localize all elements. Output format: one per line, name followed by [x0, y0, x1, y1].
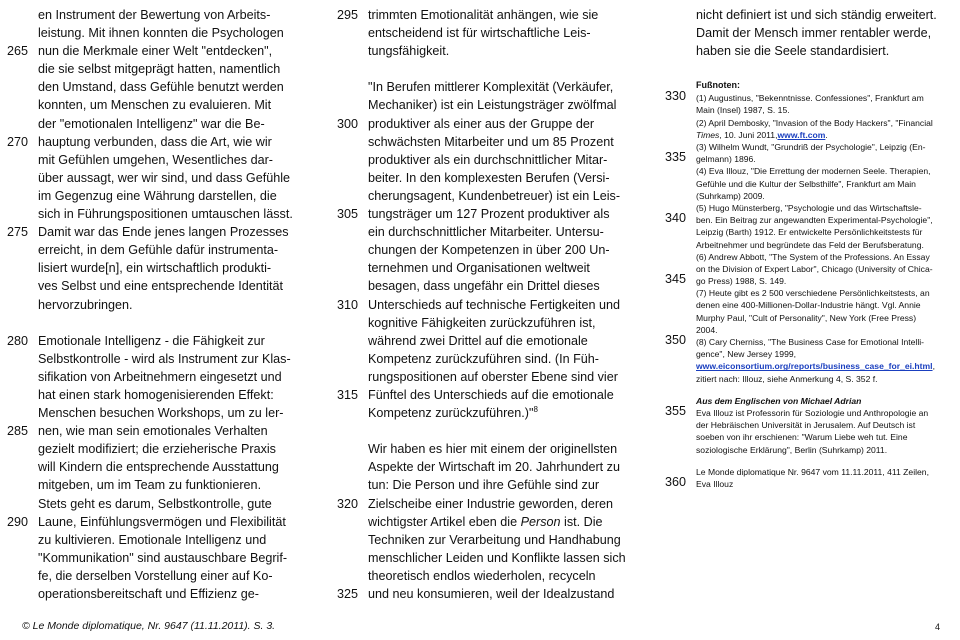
text-line: [337, 495, 638, 513]
line-text: gelmann) 1896.: [696, 154, 756, 165]
line-text: (6) Andrew Abbott, "The System of the Professions. An Essay: [696, 251, 930, 262]
line-text: produktiver als ein durchschnittlicher Mitar-: [368, 152, 608, 167]
text-line: [38, 169, 316, 187]
footnotes-heading: Fußnoten:: [696, 80, 740, 91]
text-line: [38, 495, 316, 513]
text-line: [368, 404, 638, 422]
line-text: tun: Die Person und ihre Gefühle sind zur: [368, 478, 600, 493]
line-text: konnten, um Menschen zu evaluieren. Mit: [38, 98, 272, 113]
line-text: lisiert wurde[n], ein wirtschaftlich produkti-: [38, 261, 272, 276]
text-line: [368, 513, 638, 531]
line-text: Fünftel des Unterschieds auf die emotionale: [368, 387, 614, 402]
line-number: 325: [337, 587, 359, 601]
line-text: gence", New Jersey 1999,: [696, 349, 797, 360]
text-line: [665, 333, 946, 348]
line-number: 315: [337, 387, 359, 402]
line-text: tungsfähigkeit.: [368, 44, 450, 59]
line-text: Leipzig (Barth) 1912. Er entwickelte Persönlichkeitstests für: [696, 227, 923, 238]
line-number: 300: [337, 116, 359, 131]
line-text: en Instrument der Bewertung von Arbeits-: [38, 8, 271, 22]
line-text: Le Monde diplomatique Nr. 9647 vom 11.11.2011, 411 Zeilen,: [696, 466, 929, 477]
line-text: Unterschieds auf technische Fertigkeiten und: [368, 297, 621, 312]
text-column-1: [7, 6, 316, 603]
text-line: [696, 42, 946, 60]
line-text: Menschen besuchen Workshops, um zu ler-: [38, 406, 284, 421]
line-text: während zwei Drittel auf die emotionale: [368, 333, 588, 348]
text-line: [38, 6, 316, 24]
text-line: [368, 96, 638, 114]
line-text: wichtigster Artikel eben die: [368, 514, 521, 529]
line-number: 335: [665, 150, 687, 165]
text-line: [38, 205, 316, 223]
reference-link[interactable]: www.ft.com: [777, 129, 826, 140]
text-line: [38, 458, 316, 476]
line-text-tail: ,: [932, 361, 935, 372]
text-line: [38, 386, 316, 404]
line-text: Eva Illouz: [696, 478, 734, 489]
line-text: ternehmen und Organisationen weltweit: [368, 261, 590, 276]
text-line: [696, 373, 946, 385]
text-line: [38, 404, 316, 422]
text-line: [696, 419, 946, 431]
text-line: [38, 187, 316, 205]
text-line: [368, 277, 638, 295]
text-line: [38, 96, 316, 114]
text-line: [696, 312, 946, 324]
line-number: 340: [665, 211, 687, 226]
line-text: kognitive Fähigkeiten zurückzuführen ist,: [368, 315, 596, 330]
line-text: produktiver als einer aus der Gruppe der: [368, 116, 595, 131]
text-line: [696, 104, 946, 116]
line-number: 360: [665, 474, 687, 489]
text-line: [696, 431, 946, 443]
text-line: [696, 141, 946, 153]
line-text: Laune, Einfühlungsvermögen und Flexibilität: [38, 514, 286, 529]
text-line: [368, 567, 638, 585]
line-text: trimmten Emotionalität anhängen, wie sie: [368, 8, 599, 22]
text-line: [38, 296, 316, 314]
line-text: (7) Heute gibt es 2 500 verschiedene Persönlichkeitstests, an: [696, 288, 930, 299]
text-line: [696, 24, 946, 42]
text-line: [696, 299, 946, 311]
text-line: [38, 476, 316, 494]
text-line: [38, 350, 316, 368]
text-line: [696, 324, 946, 336]
text-line: [337, 296, 638, 314]
text-line: [7, 422, 316, 440]
line-text: (1) Augustinus, "Bekenntnisse. Confessiones", Frankfurt am: [696, 93, 924, 104]
line-number: 270: [7, 134, 29, 149]
text-line: [38, 259, 316, 277]
line-text: Damit war das Ende jenes langen Prozesses: [38, 225, 289, 240]
line-number: 290: [7, 514, 29, 529]
emphasis-text: Times: [696, 129, 720, 140]
text-line: [368, 531, 638, 549]
text-line: [665, 150, 946, 165]
text-line: [665, 272, 946, 287]
text-line: [337, 386, 638, 404]
text-line: [696, 190, 946, 202]
line-text: ein durchschnittlicher Mitarbeiter. Untersu-: [368, 225, 604, 240]
line-text: fe, die derselben Vorstellung einer auf Ko-: [38, 568, 273, 583]
line-text: Emotionale Intelligenz - die Fähigkeit zur: [38, 333, 265, 348]
line-text: Techniken zur Verarbeitung und Handhabung: [368, 532, 621, 547]
line-text: hervorzubringen.: [38, 297, 133, 312]
footnote-marker: 8: [533, 404, 538, 414]
line-text: beiter. In den komplexesten Berufen (Versi-: [368, 170, 610, 185]
line-text: im Gegenzug eine Währung darstellen, die: [38, 188, 277, 203]
line-text: mitgeben, um im Team zu funktionieren.: [38, 478, 262, 493]
line-text: Damit der Mensch immer rentabler werde,: [696, 26, 932, 41]
text-line: [7, 513, 316, 531]
line-text: und neu konsumieren, weil der Idealzustand: [368, 587, 615, 601]
text-line: [368, 549, 638, 567]
text-line: [696, 263, 946, 275]
line-text: besagen, dass ungefähr ein Drittel dieses: [368, 279, 600, 294]
line-text: 2004.: [696, 324, 718, 335]
line-text: Zielscheibe einer Industrie geworden, deren: [368, 496, 614, 511]
text-line: [696, 287, 946, 299]
text-line: [368, 440, 638, 458]
line-text: denen eine 400-Millionen-Dollar-Industrie hängt. Vgl. Annie: [696, 300, 921, 311]
reference-link[interactable]: www.eiconsortium.org/reports/business_case_for_ei.html: [696, 361, 933, 372]
text-line: [696, 348, 946, 360]
text-line: [368, 350, 638, 368]
text-line: [696, 444, 946, 456]
text-line: [368, 151, 638, 169]
text-line: [368, 133, 638, 151]
line-text: Mechaniker) ist ein Leistungsträger zwölfmal: [368, 98, 617, 113]
line-text: Murphy Paul, "Cult of Personality", New York (Free Press): [696, 312, 917, 323]
line-text: theoretisch endlos wiederholen, recyceln: [368, 568, 596, 583]
line-text: schwächsten Mitarbeiter und um 85 Prozent: [368, 134, 614, 149]
line-text: hat einen stark homogenisierenden Effekt:: [38, 387, 274, 402]
line-text: Stets geht es darum, Selbstkontrolle, gute: [38, 496, 272, 511]
line-text: soziologische Erklärung", Berlin (Suhrkamp) 2011.: [696, 444, 888, 455]
line-text: rungspositionen auf oberster Ebene sind vier: [368, 369, 618, 384]
line-number: 295: [337, 8, 359, 22]
paragraph-gap: [368, 422, 638, 440]
line-text: haben sie die Seele standardisiert.: [696, 44, 890, 59]
line-number: 265: [7, 44, 29, 59]
line-text: (Suhrkamp) 2009.: [696, 190, 765, 201]
line-text: über aussagt, wer wir sind, und dass Gefühle: [38, 170, 291, 185]
text-line: [696, 226, 946, 238]
section-gap: [696, 60, 946, 74]
line-text: zitiert nach: Illouz, siehe Anmerkung 4, S. 352 f.: [696, 373, 878, 384]
line-text: cherungsagent, Kundenbetreuer) ist ein Leis-: [368, 188, 621, 203]
text-line: [38, 78, 316, 96]
text-line: [368, 259, 638, 277]
copyright-footer: © Le Monde diplomatique, Nr. 9647 (11.11.2011). S. 3.: [22, 620, 276, 632]
line-text: sifikation von Arbeitnehmern eingesetzt und: [38, 369, 282, 384]
text-line: [696, 466, 946, 478]
line-text: hauptung verbunden, dass die Art, wie wir: [38, 134, 272, 149]
line-text: "Kommunikation" sind austauschbare Begrif-: [38, 550, 288, 565]
text-line: [368, 78, 638, 96]
line-text: nicht definiert ist und sich ständig erweitert.: [696, 8, 937, 22]
text-column-2: [337, 6, 638, 603]
text-line: [337, 585, 638, 603]
line-text: will Kindern die entsprechende Ausstattung: [38, 460, 279, 475]
line-text: Main (Insel) 1987, S. 15.: [696, 105, 790, 116]
line-number: 275: [7, 225, 29, 240]
line-text: den Umstand, dass Gefühle benutzt werden: [38, 80, 284, 95]
line-text: sich in Führungspositionen umtauschen lässt.: [38, 207, 293, 222]
line-text: (3) Wilhelm Wundt, "Grundriß der Psychologie", Leipzig (En-: [696, 142, 926, 153]
line-number: 355: [665, 403, 687, 418]
line-text: on the Division of Expert Labor", Chicago (University of Chica-: [696, 263, 933, 274]
text-line: [38, 567, 316, 585]
text-line: [38, 151, 316, 169]
text-line: [368, 241, 638, 259]
text-line: [38, 115, 316, 133]
text-line: [337, 205, 638, 223]
line-text: (2) April Dembosky, "Invasion of the Body Hackers", "Financial: [696, 117, 933, 128]
text-line: [696, 251, 946, 263]
text-line: [368, 476, 638, 494]
line-text: leistung. Mit ihnen konnten die Psychologen: [38, 26, 284, 41]
line-number: 310: [337, 297, 359, 312]
line-text: der "emotionalen Intelligenz" war die Be-: [38, 116, 265, 131]
line-text: Kompetenz zurückzuführen.)": [368, 406, 534, 421]
text-line: [38, 531, 316, 549]
text-line: [665, 89, 946, 104]
text-line: [7, 223, 316, 241]
line-text-continued: ist. Die: [560, 514, 603, 529]
text-line: [38, 24, 316, 42]
text-line: [665, 474, 946, 490]
text-line: [368, 332, 638, 350]
line-text: "In Berufen mittlerer Komplexität (Verkäufer,: [368, 80, 614, 95]
text-line: [38, 277, 316, 295]
line-text: Wir haben es hier mit einem der originellsten: [368, 442, 618, 457]
text-line: [368, 368, 638, 386]
text-line: [696, 6, 946, 24]
line-number: 280: [7, 333, 29, 348]
line-text: (5) Hugo Münsterberg, "Psychologie und das Wirtschaftsle-: [696, 202, 922, 213]
line-text: soeben von ihr erschienen: "Warum Liebe weh tut. Eine: [696, 432, 908, 443]
text-line: [368, 314, 638, 332]
text-line: [368, 223, 638, 241]
line-number: 305: [337, 207, 359, 222]
line-number: 285: [7, 424, 29, 439]
line-text: menschlicher Leiden und Konflikte lassen sich: [368, 550, 626, 565]
text-line: [38, 440, 316, 458]
text-line: [368, 187, 638, 205]
text-line: [368, 169, 638, 187]
text-line: [38, 585, 316, 603]
section-gap: [696, 456, 946, 466]
text-line: [696, 360, 946, 372]
line-text: nen, wie man sein emotionales Verhalten: [38, 424, 268, 439]
text-line: [38, 368, 316, 386]
paragraph-gap: [38, 314, 316, 332]
line-text: ves Selbst und eine entsprechende Identität: [38, 279, 284, 294]
text-line: [696, 239, 946, 251]
line-number: 350: [665, 333, 687, 348]
line-number: 330: [665, 89, 687, 104]
line-text: die sie selbst mitgeprägt hatten, namentlich: [38, 62, 281, 77]
line-text: operationsbereitschaft und Effizienz ge-: [38, 587, 259, 601]
line-text: Selbstkontrolle - wird als Instrument zur Klas-: [38, 351, 291, 366]
text-column-3: [665, 6, 946, 490]
text-line: [7, 332, 316, 350]
line-text: Gefühle und die Kultur der Selbsthilfe", Frankfurt am Main: [696, 178, 916, 189]
line-text: gezielt modifiziert; die erzieherische Praxis: [38, 442, 276, 457]
text-line: [665, 403, 946, 419]
line-text: tungsträger um 127 Prozent produktiver als: [368, 207, 610, 222]
line-text: zu kultivieren. Emotionale Intelligenz und: [38, 532, 267, 547]
line-text: (4) Eva Illouz, "Die Errettung der modernen Seele. Therapien,: [696, 166, 931, 177]
line-text: chungen der Kompetenzen in über 200 Un-: [368, 243, 610, 258]
line-text: Arbeitnehmer und begründete das Feld der Berufsberatung.: [696, 239, 924, 250]
section-gap: [696, 385, 946, 395]
line-text: ben. Ein Beitrag zur angewandten Experimental-Psychologie",: [696, 215, 933, 226]
text-line: [337, 6, 638, 24]
line-text: nun die Merkmale einer Welt "entdecken",: [38, 44, 273, 59]
line-text-tail: .: [825, 129, 828, 140]
line-text-continued: , 10. Juni 2011,: [719, 129, 778, 140]
text-line: [368, 42, 638, 60]
line-text: Aspekte der Wirtschaft im 20. Jahrhundert zu: [368, 460, 620, 475]
line-text: Eva Illouz ist Professorin für Soziologie und Anthropologie an: [696, 407, 929, 418]
line-text: Kompetenz zurückzuführen sind. (In Füh-: [368, 351, 599, 366]
text-line: [7, 133, 316, 151]
line-text: go Press) 1988, S. 149.: [696, 276, 787, 287]
line-text: mit Gefühlen umgehen, Wesentliches dar-: [38, 152, 273, 167]
text-line: [696, 202, 946, 214]
line-text: entscheidend ist für wirtschaftliche Leis-: [368, 26, 591, 41]
emphasis-text: Person: [520, 514, 561, 529]
text-line: [368, 24, 638, 42]
text-line: [38, 241, 316, 259]
line-text: der Hebräischen Universität in Jerusalem. Auf Deutsch ist: [696, 420, 916, 431]
text-line: [696, 129, 946, 141]
line-text: (8) Cary Cherniss, "The Business Case for Emotional Intelli-: [696, 337, 925, 348]
text-line: [665, 211, 946, 226]
text-line: [696, 117, 946, 129]
page-number: 4: [934, 622, 940, 632]
text-line: [368, 458, 638, 476]
text-line: [38, 549, 316, 567]
text-line: [337, 115, 638, 133]
text-line: [696, 165, 946, 177]
translation-credit: Aus dem Englischen von Michael Adrian: [696, 395, 862, 406]
text-line: [38, 60, 316, 78]
paragraph-gap: [368, 60, 638, 78]
text-line: [7, 42, 316, 60]
text-line: [696, 178, 946, 190]
line-number: 345: [665, 272, 687, 287]
line-number: 320: [337, 496, 359, 511]
line-text: erreicht, in dem Gefühle dafür instrumenta-: [38, 243, 279, 258]
